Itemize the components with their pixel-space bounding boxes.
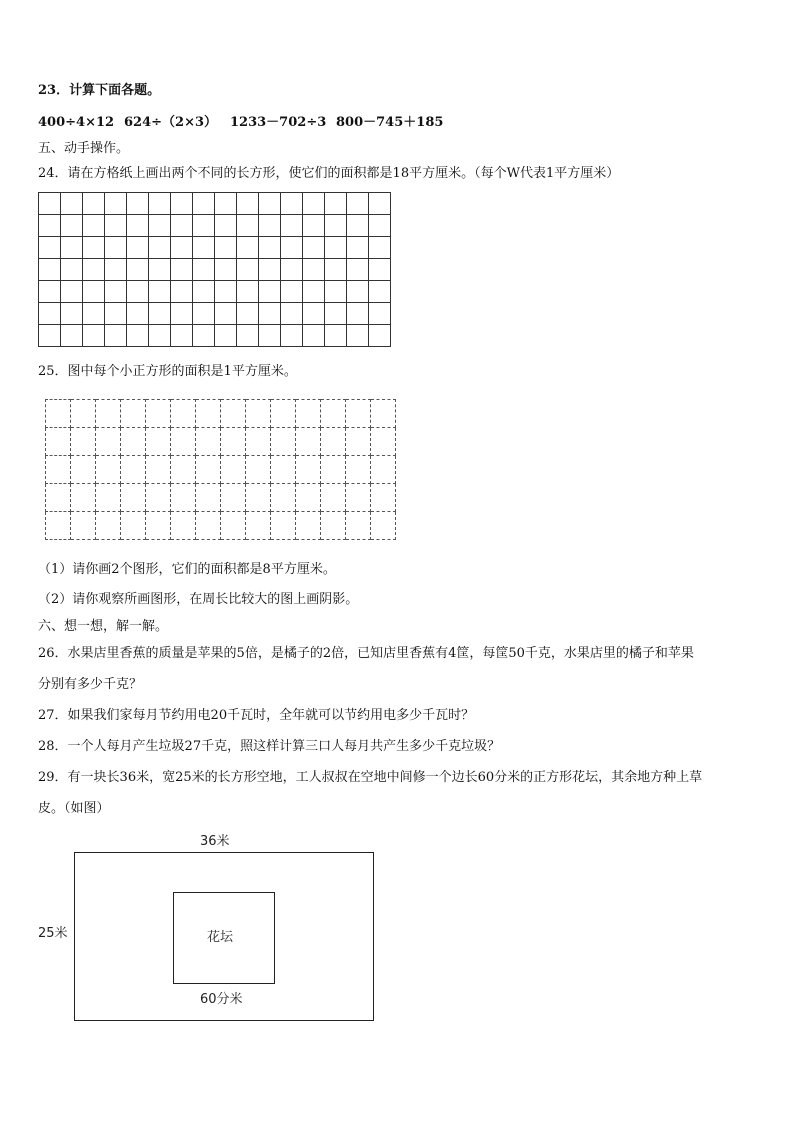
dashed-grid-row bbox=[46, 400, 396, 428]
dashed-grid-cell[interactable] bbox=[371, 400, 396, 428]
grid-cell[interactable] bbox=[237, 237, 259, 259]
grid-cell[interactable] bbox=[369, 215, 391, 237]
q23-expressions bbox=[38, 114, 443, 132]
grid-row bbox=[39, 215, 391, 237]
dashed-grid-cell[interactable] bbox=[321, 484, 346, 512]
grid-cell[interactable] bbox=[193, 259, 215, 281]
dashed-grid-cell[interactable] bbox=[71, 484, 96, 512]
grid-cell[interactable] bbox=[215, 281, 237, 303]
dashed-grid-cell[interactable] bbox=[271, 428, 296, 456]
q25-part1: （1）请你画2个图形，它们的面积都是8平方厘米。 bbox=[38, 562, 336, 577]
grid-cell[interactable] bbox=[303, 325, 325, 347]
dashed-grid-cell[interactable] bbox=[346, 512, 371, 540]
dashed-grid-cell[interactable] bbox=[96, 428, 121, 456]
grid-cell[interactable] bbox=[83, 215, 105, 237]
grid-cell[interactable] bbox=[369, 303, 391, 325]
dashed-grid-cell[interactable] bbox=[246, 512, 271, 540]
q29-side-label: 60分米 bbox=[200, 992, 243, 1007]
grid-cell[interactable] bbox=[369, 193, 391, 215]
dashed-grid-cell[interactable] bbox=[121, 400, 146, 428]
grid-cell[interactable] bbox=[193, 193, 215, 215]
dashed-grid-cell[interactable] bbox=[346, 400, 371, 428]
grid-cell[interactable] bbox=[193, 325, 215, 347]
dashed-grid-cell[interactable] bbox=[246, 484, 271, 512]
grid-cell[interactable] bbox=[259, 193, 281, 215]
dashed-grid-cell[interactable] bbox=[221, 428, 246, 456]
grid-row bbox=[39, 303, 391, 325]
dashed-grid-cell[interactable] bbox=[71, 400, 96, 428]
dashed-grid-cell[interactable] bbox=[271, 456, 296, 484]
dashed-grid-cell[interactable] bbox=[171, 400, 196, 428]
grid-cell[interactable] bbox=[347, 237, 369, 259]
grid-cell[interactable] bbox=[259, 325, 281, 347]
grid-cell[interactable] bbox=[127, 237, 149, 259]
grid-cell[interactable] bbox=[259, 237, 281, 259]
grid-cell[interactable] bbox=[105, 281, 127, 303]
grid-cell[interactable] bbox=[237, 193, 259, 215]
grid-cell[interactable] bbox=[39, 193, 61, 215]
grid-cell[interactable] bbox=[215, 325, 237, 347]
q29-length-label: 36米 bbox=[200, 834, 230, 849]
dashed-grid-cell[interactable] bbox=[71, 428, 96, 456]
dashed-grid-cell[interactable] bbox=[296, 428, 321, 456]
grid-cell[interactable] bbox=[369, 281, 391, 303]
q23-title: 23．计算下面各题。 bbox=[38, 83, 161, 98]
grid-row bbox=[39, 325, 391, 347]
dashed-grid-cell[interactable] bbox=[121, 484, 146, 512]
grid-cell[interactable] bbox=[281, 325, 303, 347]
dashed-grid-row bbox=[46, 428, 396, 456]
grid-row bbox=[39, 281, 391, 303]
grid-cell[interactable] bbox=[325, 325, 347, 347]
dashed-grid-cell[interactable] bbox=[371, 484, 396, 512]
dashed-grid-cell[interactable] bbox=[96, 512, 121, 540]
grid-cell[interactable] bbox=[61, 193, 83, 215]
q25-part2: （2）请你观察所画图形，在周长比较大的图上画阴影。 bbox=[38, 592, 359, 607]
grid-cell[interactable] bbox=[259, 215, 281, 237]
dashed-grid-cell[interactable] bbox=[171, 428, 196, 456]
grid-cell[interactable] bbox=[215, 215, 237, 237]
dashed-grid-cell[interactable] bbox=[221, 484, 246, 512]
grid-cell[interactable] bbox=[215, 259, 237, 281]
grid-cell[interactable] bbox=[237, 325, 259, 347]
q25-dashed-grid[interactable] bbox=[45, 399, 396, 540]
dashed-grid-cell[interactable] bbox=[196, 428, 221, 456]
dashed-grid-cell[interactable] bbox=[271, 512, 296, 540]
grid-cell[interactable] bbox=[369, 259, 391, 281]
grid-cell[interactable] bbox=[325, 193, 347, 215]
grid-cell[interactable] bbox=[61, 281, 83, 303]
grid-cell[interactable] bbox=[259, 281, 281, 303]
dashed-grid-cell[interactable] bbox=[321, 400, 346, 428]
q29-line2: 皮。（如图） bbox=[38, 801, 110, 816]
grid-cell[interactable] bbox=[83, 281, 105, 303]
grid-cell[interactable] bbox=[105, 215, 127, 237]
dashed-grid-cell[interactable] bbox=[271, 400, 296, 428]
grid-cell[interactable] bbox=[369, 237, 391, 259]
grid-cell[interactable] bbox=[39, 259, 61, 281]
dashed-grid-cell[interactable] bbox=[171, 512, 196, 540]
dashed-grid-cell[interactable] bbox=[221, 512, 246, 540]
q26-line2: 分别有多少千克？ bbox=[38, 677, 143, 692]
grid-cell[interactable] bbox=[281, 303, 303, 325]
grid-cell[interactable] bbox=[61, 237, 83, 259]
grid-cell[interactable] bbox=[39, 303, 61, 325]
grid-cell[interactable] bbox=[39, 215, 61, 237]
grid-cell[interactable] bbox=[61, 259, 83, 281]
grid-cell[interactable] bbox=[303, 193, 325, 215]
dashed-grid-cell[interactable] bbox=[171, 484, 196, 512]
grid-cell[interactable] bbox=[149, 215, 171, 237]
dashed-grid-cell[interactable] bbox=[221, 400, 246, 428]
grid-cell[interactable] bbox=[83, 303, 105, 325]
grid-cell[interactable] bbox=[215, 193, 237, 215]
dashed-grid-cell[interactable] bbox=[221, 456, 246, 484]
dashed-grid-cell[interactable] bbox=[321, 456, 346, 484]
dashed-grid-cell[interactable] bbox=[246, 456, 271, 484]
grid-cell[interactable] bbox=[149, 281, 171, 303]
dashed-grid-cell[interactable] bbox=[171, 456, 196, 484]
dashed-grid-cell[interactable] bbox=[46, 484, 71, 512]
dashed-grid-cell[interactable] bbox=[346, 456, 371, 484]
grid-cell[interactable] bbox=[259, 303, 281, 325]
dashed-grid-cell[interactable] bbox=[46, 428, 71, 456]
grid-cell[interactable] bbox=[281, 215, 303, 237]
dashed-grid-row bbox=[46, 512, 396, 540]
grid-cell[interactable] bbox=[171, 303, 193, 325]
grid-cell[interactable] bbox=[149, 237, 171, 259]
grid-cell[interactable] bbox=[127, 325, 149, 347]
grid-cell[interactable] bbox=[303, 259, 325, 281]
dashed-grid-cell[interactable] bbox=[71, 456, 96, 484]
grid-cell[interactable] bbox=[105, 193, 127, 215]
dashed-grid-cell[interactable] bbox=[346, 484, 371, 512]
dashed-grid-cell[interactable] bbox=[346, 428, 371, 456]
grid-cell[interactable] bbox=[215, 237, 237, 259]
grid-cell[interactable] bbox=[369, 325, 391, 347]
q23-expr-3: 1233－702÷3 bbox=[230, 115, 327, 130]
grid-cell[interactable] bbox=[193, 281, 215, 303]
q27-text: 27．如果我们家每月节约用电20千瓦时，全年就可以节约用电多少千瓦时？ bbox=[38, 708, 475, 723]
grid-cell[interactable] bbox=[171, 259, 193, 281]
dashed-grid-cell[interactable] bbox=[96, 400, 121, 428]
grid-row bbox=[39, 259, 391, 281]
grid-cell[interactable] bbox=[325, 237, 347, 259]
grid-cell[interactable] bbox=[303, 281, 325, 303]
grid-cell[interactable] bbox=[127, 193, 149, 215]
dashed-grid-cell[interactable] bbox=[196, 400, 221, 428]
dashed-grid-cell[interactable] bbox=[296, 456, 321, 484]
dashed-grid-cell[interactable] bbox=[121, 428, 146, 456]
grid-cell[interactable] bbox=[303, 303, 325, 325]
grid-cell[interactable] bbox=[127, 281, 149, 303]
section6-title: 六、想一想，解一解。 bbox=[38, 619, 169, 634]
dashed-grid-cell[interactable] bbox=[46, 456, 71, 484]
dashed-grid-cell[interactable] bbox=[246, 428, 271, 456]
section5-title: 五、动手操作。 bbox=[38, 141, 130, 156]
dashed-grid-cell[interactable] bbox=[96, 456, 121, 484]
grid-cell[interactable] bbox=[237, 215, 259, 237]
grid-cell[interactable] bbox=[325, 303, 347, 325]
grid-cell[interactable] bbox=[39, 237, 61, 259]
grid-cell[interactable] bbox=[149, 303, 171, 325]
grid-cell[interactable] bbox=[61, 303, 83, 325]
dashed-grid-cell[interactable] bbox=[146, 512, 171, 540]
q29-line1: 29．有一块长36米，宽25米的长方形空地，工人叔叔在空地中间修一个边长60分米的正方形花坛，其余地方种上草 bbox=[38, 770, 703, 785]
dashed-grid-cell[interactable] bbox=[71, 512, 96, 540]
grid-cell[interactable] bbox=[149, 259, 171, 281]
grid-cell[interactable] bbox=[171, 325, 193, 347]
dashed-grid-cell[interactable] bbox=[371, 428, 396, 456]
dashed-grid-cell[interactable] bbox=[146, 456, 171, 484]
grid-cell[interactable] bbox=[193, 215, 215, 237]
grid-cell[interactable] bbox=[215, 303, 237, 325]
dashed-grid-cell[interactable] bbox=[271, 484, 296, 512]
grid-cell[interactable] bbox=[193, 237, 215, 259]
q29-width-label: 25米 bbox=[38, 926, 68, 941]
dashed-grid-cell[interactable] bbox=[371, 456, 396, 484]
grid-cell[interactable] bbox=[105, 237, 127, 259]
grid-cell[interactable] bbox=[61, 215, 83, 237]
grid-cell[interactable] bbox=[325, 259, 347, 281]
q23-expr-2: 624÷（2×3） bbox=[124, 115, 218, 130]
grid-cell[interactable] bbox=[193, 303, 215, 325]
dashed-grid-cell[interactable] bbox=[296, 484, 321, 512]
grid-cell[interactable] bbox=[347, 281, 369, 303]
dashed-grid-cell[interactable] bbox=[146, 400, 171, 428]
grid-cell[interactable] bbox=[325, 281, 347, 303]
grid-cell[interactable] bbox=[83, 193, 105, 215]
dashed-grid-cell[interactable] bbox=[296, 400, 321, 428]
q23-expr-4: 800－745＋185 bbox=[336, 115, 444, 130]
grid-cell[interactable] bbox=[127, 259, 149, 281]
dashed-grid-cell[interactable] bbox=[96, 484, 121, 512]
grid-cell[interactable] bbox=[39, 281, 61, 303]
q28-text: 28．一个人每月产生垃圾27千克，照这样计算三口人每月共产生多少千克垃圾？ bbox=[38, 739, 501, 754]
q23-expr-1: 400÷4×12 bbox=[38, 115, 115, 130]
dashed-grid-cell[interactable] bbox=[46, 512, 71, 540]
dashed-grid-cell[interactable] bbox=[371, 512, 396, 540]
grid-cell[interactable] bbox=[347, 193, 369, 215]
grid-row bbox=[39, 193, 391, 215]
grid-cell[interactable] bbox=[149, 193, 171, 215]
grid-row bbox=[39, 237, 391, 259]
grid-cell[interactable] bbox=[39, 325, 61, 347]
grid-cell[interactable] bbox=[281, 259, 303, 281]
dashed-grid-cell[interactable] bbox=[246, 400, 271, 428]
grid-cell[interactable] bbox=[281, 281, 303, 303]
dashed-grid-cell[interactable] bbox=[196, 512, 221, 540]
grid-cell[interactable] bbox=[281, 237, 303, 259]
q24-grid-paper[interactable] bbox=[38, 192, 391, 347]
grid-cell[interactable] bbox=[171, 281, 193, 303]
grid-cell[interactable] bbox=[127, 303, 149, 325]
dashed-grid-cell[interactable] bbox=[46, 400, 71, 428]
dashed-grid-cell[interactable] bbox=[146, 428, 171, 456]
grid-cell[interactable] bbox=[281, 193, 303, 215]
grid-cell[interactable] bbox=[171, 193, 193, 215]
grid-cell[interactable] bbox=[325, 215, 347, 237]
grid-cell[interactable] bbox=[127, 215, 149, 237]
grid-cell[interactable] bbox=[105, 259, 127, 281]
dashed-grid-row bbox=[46, 484, 396, 512]
grid-cell[interactable] bbox=[237, 259, 259, 281]
dashed-grid-cell[interactable] bbox=[121, 456, 146, 484]
grid-cell[interactable] bbox=[303, 237, 325, 259]
dashed-grid-cell[interactable] bbox=[196, 456, 221, 484]
grid-cell[interactable] bbox=[83, 259, 105, 281]
grid-cell[interactable] bbox=[83, 325, 105, 347]
dashed-grid-cell[interactable] bbox=[296, 512, 321, 540]
dashed-grid-cell[interactable] bbox=[146, 484, 171, 512]
grid-cell[interactable] bbox=[259, 259, 281, 281]
q29-flowerbed-label: 花坛 bbox=[207, 930, 234, 945]
q25-text: 25．图中每个小正方形的面积是1平方厘米。 bbox=[38, 364, 297, 379]
grid-cell[interactable] bbox=[105, 325, 127, 347]
dashed-grid-cell[interactable] bbox=[321, 512, 346, 540]
dashed-grid-cell[interactable] bbox=[321, 428, 346, 456]
grid-cell[interactable] bbox=[237, 281, 259, 303]
grid-cell[interactable] bbox=[347, 259, 369, 281]
grid-cell[interactable] bbox=[83, 237, 105, 259]
grid-cell[interactable] bbox=[347, 215, 369, 237]
dashed-grid-cell[interactable] bbox=[196, 484, 221, 512]
grid-cell[interactable] bbox=[105, 303, 127, 325]
grid-cell[interactable] bbox=[347, 325, 369, 347]
grid-cell[interactable] bbox=[149, 325, 171, 347]
q24-text: 24．请在方格纸上画出两个不同的长方形，使它们的面积都是18平方厘米。（每个W代表1平方厘米） bbox=[38, 166, 620, 181]
dashed-grid-row bbox=[46, 456, 396, 484]
dashed-grid-cell[interactable] bbox=[121, 512, 146, 540]
grid-cell[interactable] bbox=[171, 237, 193, 259]
grid-cell[interactable] bbox=[303, 215, 325, 237]
grid-cell[interactable] bbox=[237, 303, 259, 325]
grid-cell[interactable] bbox=[61, 325, 83, 347]
grid-cell[interactable] bbox=[171, 215, 193, 237]
grid-cell[interactable] bbox=[347, 303, 369, 325]
q26-line1: 26．水果店里香蕉的质量是苹果的5倍，是橘子的2倍，已知店里香蕉有4筐，每筐50千克，水果店里的橘子和苹果 bbox=[38, 646, 694, 661]
